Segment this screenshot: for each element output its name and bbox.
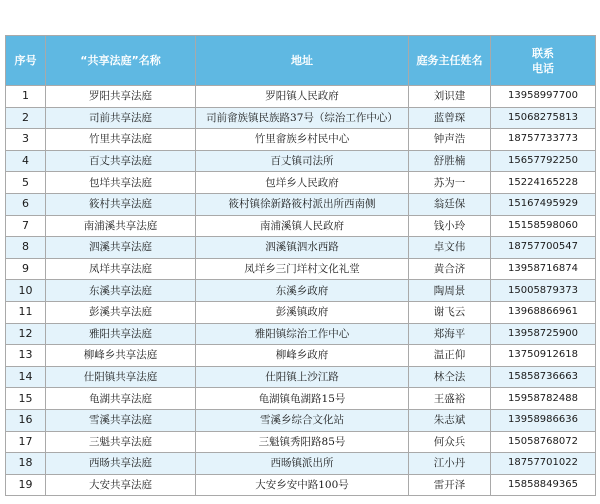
cell-phone: 15167495929	[491, 193, 596, 215]
cell-director-name: 卓文伟	[409, 237, 491, 259]
cell-address: 南浦溪镇人民政府	[196, 215, 409, 237]
cell-address: 大安乡安中路100号	[196, 474, 409, 496]
cell-phone: 13968866961	[491, 301, 596, 323]
shared-court-table	[5, 35, 596, 496]
table-row	[6, 129, 596, 151]
cell-director-name: 舒胜楠	[409, 150, 491, 172]
header-phone	[491, 36, 596, 86]
table-row	[6, 172, 596, 194]
cell-address: 雅阳镇综治工作中心	[196, 323, 409, 345]
cell-index: 7	[6, 215, 46, 237]
cell-court-name: 仕阳镇共享法庭	[46, 366, 196, 388]
cell-phone: 18757700547	[491, 237, 596, 259]
cell-address: 龟湖镇龟湖路15号	[196, 388, 409, 410]
cell-address: 司前畲族镇民族路37号（综治工作中心）	[196, 107, 409, 129]
cell-index: 4	[6, 150, 46, 172]
cell-address: 包垟乡人民政府	[196, 172, 409, 194]
cell-phone: 15858849365	[491, 474, 596, 496]
table-row	[6, 215, 596, 237]
cell-phone: 13958725900	[491, 323, 596, 345]
cell-court-name: 雪溪共享法庭	[46, 409, 196, 431]
cell-court-name: 柳峰乡共享法庭	[46, 345, 196, 367]
cell-director-name: 钱小玲	[409, 215, 491, 237]
table-body	[6, 86, 596, 496]
table-row	[6, 237, 596, 259]
cell-phone: 13750912618	[491, 345, 596, 367]
table-row	[6, 86, 596, 108]
table-header	[6, 36, 596, 86]
cell-address: 罗阳镇人民政府	[196, 86, 409, 108]
table-row	[6, 193, 596, 215]
table-row	[6, 453, 596, 475]
cell-index: 2	[6, 107, 46, 129]
cell-director-name: 陶周景	[409, 280, 491, 302]
cell-index: 3	[6, 129, 46, 151]
cell-court-name: 东溪共享法庭	[46, 280, 196, 302]
cell-index: 8	[6, 237, 46, 259]
cell-address: 泗溪镇泗水西路	[196, 237, 409, 259]
cell-address: 西旸镇派出所	[196, 453, 409, 475]
header-index: 序号	[6, 36, 46, 86]
cell-court-name: 龟湖共享法庭	[46, 388, 196, 410]
cell-phone: 15068275813	[491, 107, 596, 129]
cell-director-name: 林仝法	[409, 366, 491, 388]
cell-court-name: 大安共享法庭	[46, 474, 196, 496]
cell-court-name: 筱村共享法庭	[46, 193, 196, 215]
cell-court-name: 彭溪共享法庭	[46, 301, 196, 323]
cell-phone: 15858736663	[491, 366, 596, 388]
cell-director-name: 翁廷保	[409, 193, 491, 215]
cell-index: 9	[6, 258, 46, 280]
cell-court-name: 罗阳共享法庭	[46, 86, 196, 108]
cell-index: 12	[6, 323, 46, 345]
cell-phone: 13958997700	[491, 86, 596, 108]
cell-phone: 15224165228	[491, 172, 596, 194]
cell-index: 11	[6, 301, 46, 323]
cell-address: 柳峰乡政府	[196, 345, 409, 367]
table-row	[6, 258, 596, 280]
table-row	[6, 474, 596, 496]
cell-phone: 15005879373	[491, 280, 596, 302]
cell-index: 10	[6, 280, 46, 302]
cell-court-name: 竹里共享法庭	[46, 129, 196, 151]
header-phone-line1: 联系	[532, 46, 554, 60]
cell-court-name: 包垟共享法庭	[46, 172, 196, 194]
cell-phone: 18757733773	[491, 129, 596, 151]
cell-director-name: 朱志斌	[409, 409, 491, 431]
header-phone-line2: 电话	[532, 61, 554, 75]
cell-phone: 15158598060	[491, 215, 596, 237]
table-row	[6, 280, 596, 302]
cell-index: 18	[6, 453, 46, 475]
table-row	[6, 107, 596, 129]
cell-index: 13	[6, 345, 46, 367]
cell-index: 19	[6, 474, 46, 496]
header-address: 地址	[196, 36, 409, 86]
cell-phone: 18757701022	[491, 453, 596, 475]
cell-phone: 15958782488	[491, 388, 596, 410]
table-row	[6, 323, 596, 345]
cell-phone: 15657792250	[491, 150, 596, 172]
table-row	[6, 431, 596, 453]
cell-address: 筱村镇徐新路筱村派出所西南侧	[196, 193, 409, 215]
cell-director-name: 江小丹	[409, 453, 491, 475]
cell-court-name: 凤垟共享法庭	[46, 258, 196, 280]
header-row	[6, 36, 596, 86]
cell-director-name: 郑海平	[409, 323, 491, 345]
cell-court-name: 泗溪共享法庭	[46, 237, 196, 259]
cell-director-name: 黄合济	[409, 258, 491, 280]
table-row	[6, 150, 596, 172]
cell-index: 5	[6, 172, 46, 194]
table-row	[6, 388, 596, 410]
cell-director-name: 刘识建	[409, 86, 491, 108]
header-director-name: 庭务主任姓名	[409, 36, 491, 86]
table-row	[6, 301, 596, 323]
cell-director-name: 谢飞云	[409, 301, 491, 323]
cell-address: 凤垟乡三门垟村文化礼堂	[196, 258, 409, 280]
cell-phone: 15058768072	[491, 431, 596, 453]
cell-phone: 13958986636	[491, 409, 596, 431]
cell-address: 彭溪镇政府	[196, 301, 409, 323]
cell-court-name: 司前共享法庭	[46, 107, 196, 129]
cell-director-name: 钟声浩	[409, 129, 491, 151]
table-row	[6, 409, 596, 431]
header-court-name: “共享法庭”名称	[46, 36, 196, 86]
cell-index: 14	[6, 366, 46, 388]
cell-director-name: 苏为一	[409, 172, 491, 194]
cell-address: 雪溪乡综合文化站	[196, 409, 409, 431]
cell-court-name: 雅阳共享法庭	[46, 323, 196, 345]
cell-index: 16	[6, 409, 46, 431]
cell-address: 三魁镇秀阳路85号	[196, 431, 409, 453]
cell-address: 仕阳镇上沙江路	[196, 366, 409, 388]
table-row	[6, 366, 596, 388]
cell-address: 百丈镇司法所	[196, 150, 409, 172]
cell-director-name: 王盛裕	[409, 388, 491, 410]
cell-court-name: 百丈共享法庭	[46, 150, 196, 172]
table-row	[6, 345, 596, 367]
cell-court-name: 南浦溪共享法庭	[46, 215, 196, 237]
cell-index: 6	[6, 193, 46, 215]
cell-court-name: 西旸共享法庭	[46, 453, 196, 475]
cell-index: 15	[6, 388, 46, 410]
cell-address: 东溪乡政府	[196, 280, 409, 302]
cell-director-name: 蓝曾琛	[409, 107, 491, 129]
cell-director-name: 何众兵	[409, 431, 491, 453]
cell-court-name: 三魁共享法庭	[46, 431, 196, 453]
cell-address: 竹里畲族乡村民中心	[196, 129, 409, 151]
cell-phone: 13958716874	[491, 258, 596, 280]
cell-director-name: 雷开泽	[409, 474, 491, 496]
cell-index: 17	[6, 431, 46, 453]
cell-index: 1	[6, 86, 46, 108]
cell-director-name: 温正仰	[409, 345, 491, 367]
